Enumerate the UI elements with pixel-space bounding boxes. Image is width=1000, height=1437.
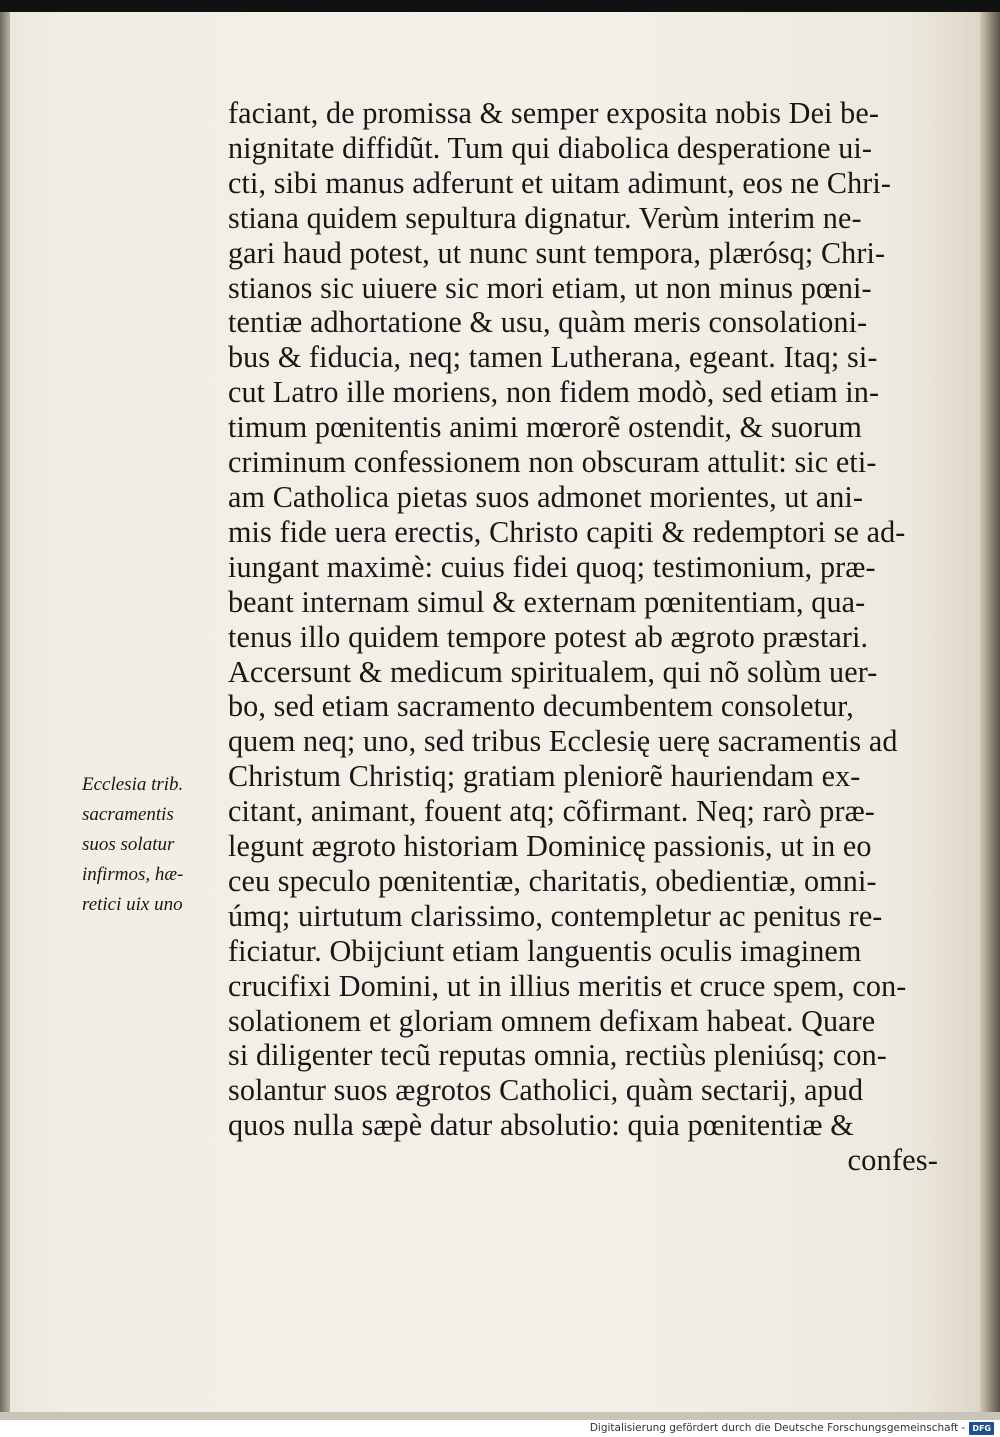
- margin-note-line: Ecclesia trib.: [82, 774, 184, 795]
- text-line: legunt ægroto historiam Dominicę passionis, ut in eo: [228, 829, 872, 864]
- text-line: mis fide uera erectis, Christo capiti & redemptori se ad-: [228, 514, 906, 549]
- text-line: faciant, de promissa & semper exposita nobis Dei be-: [228, 96, 879, 130]
- text-line: Accersunt & medicum spiritualem, qui nõ solùm uer-: [228, 654, 878, 689]
- text-line: cut Latro ille moriens, non fidem modò, sed etiam in-: [228, 375, 880, 410]
- text-line: ficiatur. Obijciunt etiam languentis oculis imaginem: [228, 933, 862, 968]
- text-line: citant, animant, fouent atq; cõfirmant. Neq; rarò præ-: [228, 794, 875, 829]
- margin-note-line: sacramentis: [82, 804, 174, 825]
- text-line: iungant maximè: cuius fidei quoq; testimonium, præ-: [228, 549, 876, 584]
- body-text: [228, 96, 948, 1178]
- text-line: quos nulla sæpè datur absolutio: quia pœnitentiæ &: [228, 1108, 854, 1143]
- text-line: criminum confessionem non obscuram attulit: sic eti-: [228, 445, 877, 480]
- text-line: stiana quidem sepultura dignatur. Verùm interim ne-: [228, 200, 862, 235]
- scan-left-edge: [0, 12, 10, 1412]
- scan-top-edge: [0, 0, 1000, 12]
- dfg-logo: DFG: [969, 1422, 994, 1435]
- text-line: quem neq; uno, sed tribus Ecclesię uerę sacramentis ad: [228, 724, 898, 759]
- text-line: am Catholica pietas suos admonet morientes, ut ani-: [228, 479, 863, 514]
- catchword: confes-: [847, 1143, 938, 1178]
- text-line: solantur suos ægrotos Catholici, quàm sectarij, apud: [228, 1073, 864, 1108]
- text-line: crucifixi Domini, ut in illius meritis et cruce spem, con-: [228, 968, 907, 1003]
- text-line: nignitate diffidũt. Tum qui diabolica desperatione ui-: [228, 130, 873, 165]
- footer-credit: Digitalisierung gefördert durch die Deutsche Forschungsgemeinschaft -: [589, 1422, 966, 1434]
- text-line: si diligenter tecũ reputas omnia, rectiùs pleniúsq; con-: [228, 1038, 887, 1073]
- text-line: úmq; uirtutum clarissimo, contempletur ac penitus re-: [228, 898, 883, 933]
- text-line: stianos sic uiuere sic mori etiam, ut non minus pœni-: [228, 270, 872, 305]
- text-line: beant internam simul & externam pœnitentiam, qua-: [228, 584, 866, 619]
- text-line: Christum Christiq; gratiam pleniorẽ hauriendam ex-: [228, 759, 861, 794]
- text-line: timum pœnitentis animi mœrorẽ ostendit, & suorum: [228, 410, 862, 445]
- text-line: cti, sibi manus adferunt et uitam adimunt, eos ne Chri-: [228, 165, 892, 200]
- text-line: bo, sed etiam sacramento decumbentem consoletur,: [228, 689, 854, 724]
- text-line: tentiæ adhortatione & usu, quàm meris consolationi-: [228, 305, 868, 340]
- scan-right-edge: [980, 12, 1000, 1412]
- margin-note-line: retici uix uno: [82, 894, 183, 915]
- footer: [590, 1419, 994, 1437]
- text-line: tenus illo quidem tempore potest ab ægroto præstari.: [228, 619, 869, 654]
- text-line: ceu speculo pœnitentiæ, charitatis, obedientiæ, omni-: [228, 863, 877, 898]
- margin-note-line: suos solatur: [82, 834, 175, 855]
- text-line: solationem et gloriam omnem defixam habeat. Quare: [228, 1003, 876, 1038]
- margin-note: [82, 770, 232, 920]
- margin-note-line: infirmos, hæ-: [82, 864, 184, 885]
- text-line: bus & fiducia, neq; tamen Lutherana, egeant. Itaq; si-: [228, 340, 878, 375]
- text-line: gari haud potest, ut nunc sunt tempora, plærósq; Chri-: [228, 235, 886, 270]
